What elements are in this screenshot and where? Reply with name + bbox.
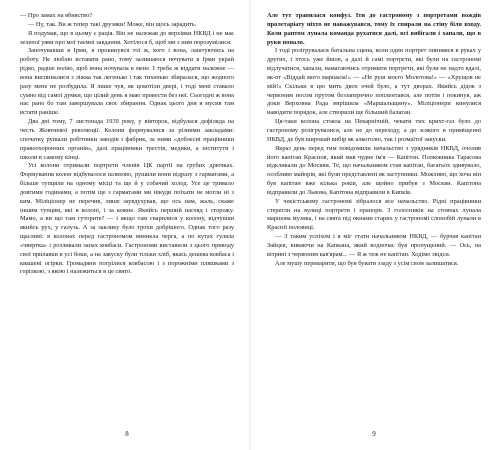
book-gutter xyxy=(248,0,252,450)
paragraph: Два дні тому, 7 листопада 1939 року, у вівторок, відбулася дефіляда на честь Жовтневої революції. Колони формувалися за різними закладами: спочатку рушали робітники заводів і фабрик, за ними «доблесні працівники правоохоронних органів», далі працівники трестів, медики, а інститути і школи в самому кінці. xyxy=(20,118,234,161)
paragraph: — З таким успіхом і я міг стати начальником НКВД, — бурчав капітан Зайцев, киваючи на Капкана, який водночас був пропущений. — Ось, на вітрині з червоним кав'ярам... — Я ж теж не капітан. Ходімо звідси. xyxy=(267,233,481,258)
paragraph: Якраз день перед тим повідомили начальство з урядників НКВД, очолив його капітан Краснов, який мав чудне ім'я — Капітон. Полковника Тарасова відкликали до Москви. Те, що начальником став капітан, багатьох здивувало, особливо майорів, які були представлені як заступники. Можливо, що хоча він був капітан вже кілька років, але щойно прибув з Москви. Капітона відправили до Львова, Капітона відправили в Кипків. xyxy=(267,144,481,196)
paragraph: — Ну, так. Ви ж тепер такі друзяки! Може, він щось зарадить. xyxy=(28,20,197,28)
paragraph: — Про замах на вбивство? xyxy=(20,12,93,19)
paragraph: Але мушу переварити, що був бувати ззаду з усім свом залишатися. xyxy=(275,259,459,267)
paragraph: Я подумав, що в цьому є рація. Він не належав до верхівки НКВД і не має зеленої уяви про мої таємні завдання. Хотілося б, щоб ми з ним порозумілися. xyxy=(20,29,234,46)
left-page-text xyxy=(20,12,234,277)
paragraph: У чекістському гастрономі зібралося все начальство. Рідні працівники стерегли на вулиці портрети і прапори. З голосників на стовпах лунала маршова музика, і на свята під окнами старих у гастрономі слонобій лунали в Краснії половиці. xyxy=(267,197,481,232)
paragraph: Але тут трапилася конфуз. Іти до гастроному з портретами вождів пролетаріату ніхто не наважувався, тому їх спирали на стіну біля входу. Коли раптом лунала команда рухатися далі, всі вибігали і хапали, що в руки попало. xyxy=(267,12,481,46)
page-number-right: 9 xyxy=(372,430,376,438)
page-number-left: 8 xyxy=(125,430,129,438)
left-page xyxy=(20,12,234,438)
paragraph: Заночувавши в Ірми, я прокинувся тої ж, кого і вона, лаштуючись на роботу. Не люблю вставати рано, тому залишаюся ночувати в Ірми украй рідко, радше волію, щоб вона ночувала в мене. І треба ж віддати належне — вона виспиналися з ліжка так легенько і так тихенько збиралася, що жодного разу мене не розбудила. Я лише чув, як цокотіли двері, і тоді мені ставало сумно від самої думки, що цілий день я маю провести без неї. Сьогодні ж вона нас рано бо там завершувала своє збирання. Однак цього дня я мусив там встати раніше. xyxy=(20,47,234,117)
paragraph: Ця-таки колона стояла на Пекарнічній, чекати тих крихт-газ було до гастроному розігрувалися, але не до переходу, а до зсякого в приміщенні НКВД, де був широкий вибір як алкоголю, так і розмаїтої закуски. xyxy=(267,118,481,143)
paragraph: І тоді розігрувалася батальна сцена, коли один портрет опинявся в руках у других, і хтось уже йшов, а далі й самі портрети, які були на гастрономі відлучатися, хапали, намагаючись отримати портрети, які були не надто вдалі, як-от «Віддай мого маршала!» — «Не руш моєго Молотова!» — «Хрущов не мій!» Скільки в цю мить двох очей було, а тут дворах. Якийсь дідок з червоним носом прутом беззаперечно поплентався, але потім і покинув, аж доки Верховна Рада вирішила «Маршальщину». Міліціонери кинулися наводити порядок, але створили ще більший балаган. xyxy=(267,47,481,117)
right-page xyxy=(267,12,481,438)
right-page-text xyxy=(267,12,481,268)
paragraph: Усі колони отримали портрети членів ЦК партії на грубих дрючках. Формування колон відбувалося шляхово, рушили вони відразу з гарматами, а більше тупцяли на одному місці та ще й у собачий холод. Усе це тривало довгими годинами, а потім ще з гарматами ми нікуди поїхати не могли ні з ким. Міліціонер не перечив, лише заувдухував, що ось нам, жаль, скаже іншим тупцям, які в колоні, і за кожне. Якийсь перший нагляд і сторожу. Мамо, а ви що там гуторите? — і якщо там сварилися у колону, відчувши якийсь рух, у галузь. А за заклику було трохи добрішого. Однак того разу щасливі: в колонах перед гастрономом виникла черга, а по кутах гуляла «чвертка» і розливали запах ковбаси. Гастрономи виставили з цього приводу свої прилавки в усі боки, а на закуску були тільки хліб, якась дешева ковбаса і квашені огірки. Громадяни погрілися ковбасою і з порожніми пляшками з горілкою, з якою і належиться в це свято. xyxy=(20,162,234,276)
